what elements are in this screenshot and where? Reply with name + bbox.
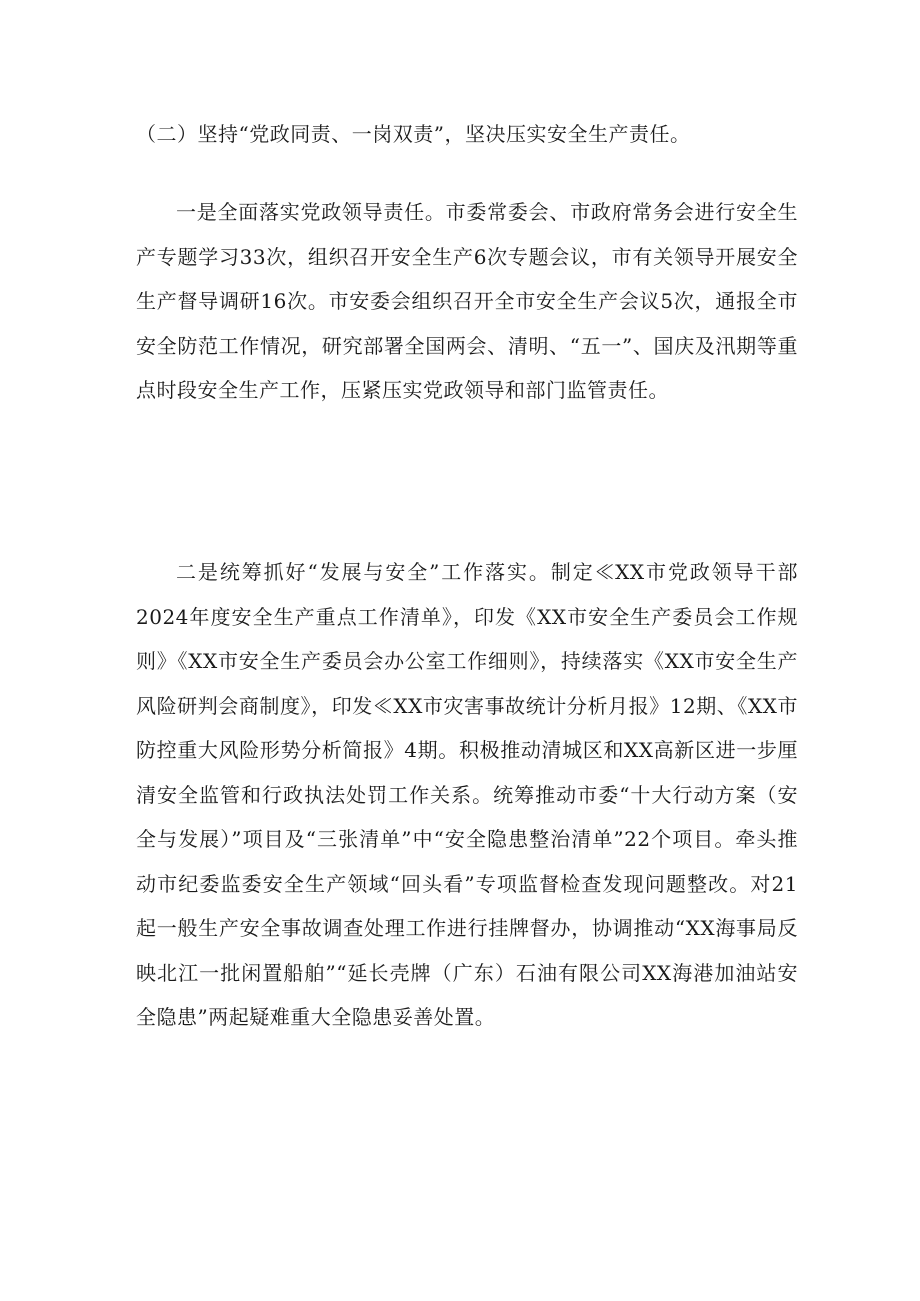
paragraph-leadership-responsibility: 一是全面落实党政领导责任。市委常委会、市政府常务会进行安全生产专题学习33次，组织召开安全生产6次专题会议，市有关领导开展安全生产督导调研16次。市安委会组织召开全市安全生产会议5次，通报全市安全防范工作情况，研究部署全国两会、清明、“五一”、国庆及汛期等重点时段安全生产工作，压紧压实党政领导和部门监管责任。 — [136, 200, 798, 402]
paragraph-development-and-security: 二是统筹抓好“发展与安全”工作落实。制定≪XX市党政领导干部2024年度安全生产重点工作清单》，印发《XX市安全生产委员会工作规则》《XX市安全生产委员会办公室工作细则》，持续落实《XX市安全生产风险研判会商制度》，印发≪XX市灾害事故统计分析月报》12期、《XX市防控重大风险形势分析简报》4期。积极推动清城区和XX高新区进一步厘清安全监管和行政执法处罚工作关系。统筹推动市委“十大行动方案（安全与发展）”项目及“三张清单”中“安全隐患整治清单”22个项目。牵头推动市纪委监委安全生产领域“回头看”专项监督检查发现问题整改。对21起一般生产安全事故调查处理工作进行挂牌督办，协调推动“XX海事局反映北江一批闲置船舶”“延长壳牌（广东）石油有限公司XX海港加油站安全隐患”两起疑难重大全隐患妥善处置。 — [136, 560, 798, 1029]
section-heading: （二）坚持“党政同责、一岗双责”，坚决压实安全生产责任。 — [136, 122, 691, 146]
